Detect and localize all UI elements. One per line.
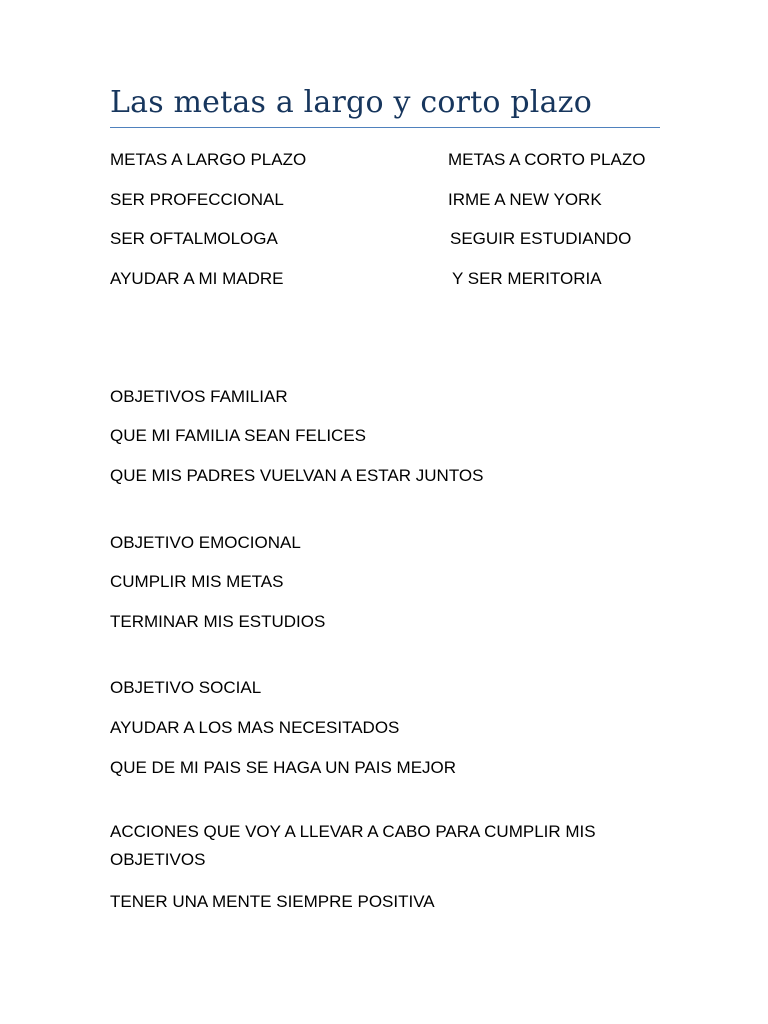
section-item: QUE DE MI PAIS SE HAGA UN PAIS MEJOR: [110, 758, 457, 777]
title-underline: [110, 127, 660, 128]
short-term-goal: IRME A NEW YORK: [448, 190, 602, 209]
section-heading-social: OBJETIVO SOCIAL: [110, 678, 262, 697]
short-term-goal: SEGUIR ESTUDIANDO: [450, 229, 632, 248]
short-term-goal: Y SER MERITORIA: [452, 269, 602, 288]
section-heading-actions: ACCIONES QUE VOY A LLEVAR A CABO PARA CUMPLIR MIS OBJETIVOS: [110, 822, 596, 869]
section-item: CUMPLIR MIS METAS: [110, 572, 284, 591]
section-item: AYUDAR A LOS MAS NECESITADOS: [110, 718, 400, 737]
long-term-goal: AYUDAR A MI MADRE: [110, 269, 284, 288]
short-term-header: METAS A CORTO PLAZO: [448, 150, 646, 169]
long-term-header: METAS A LARGO PLAZO: [110, 150, 307, 169]
section-item: TENER UNA MENTE SIEMPRE POSITIVA: [110, 892, 435, 911]
long-term-goal: SER PROFECCIONAL: [110, 190, 284, 209]
document-title: Las metas a largo y corto plazo: [110, 85, 592, 120]
section-heading-family: OBJETIVOS FAMILIAR: [110, 387, 288, 406]
section-item: TERMINAR MIS ESTUDIOS: [110, 612, 326, 631]
section-heading-emotional: OBJETIVO EMOCIONAL: [110, 533, 301, 552]
section-item: QUE MI FAMILIA SEAN FELICES: [110, 426, 367, 445]
section-item: QUE MIS PADRES VUELVAN A ESTAR JUNTOS: [110, 466, 484, 485]
long-term-goal: SER OFTALMOLOGA: [110, 229, 278, 248]
